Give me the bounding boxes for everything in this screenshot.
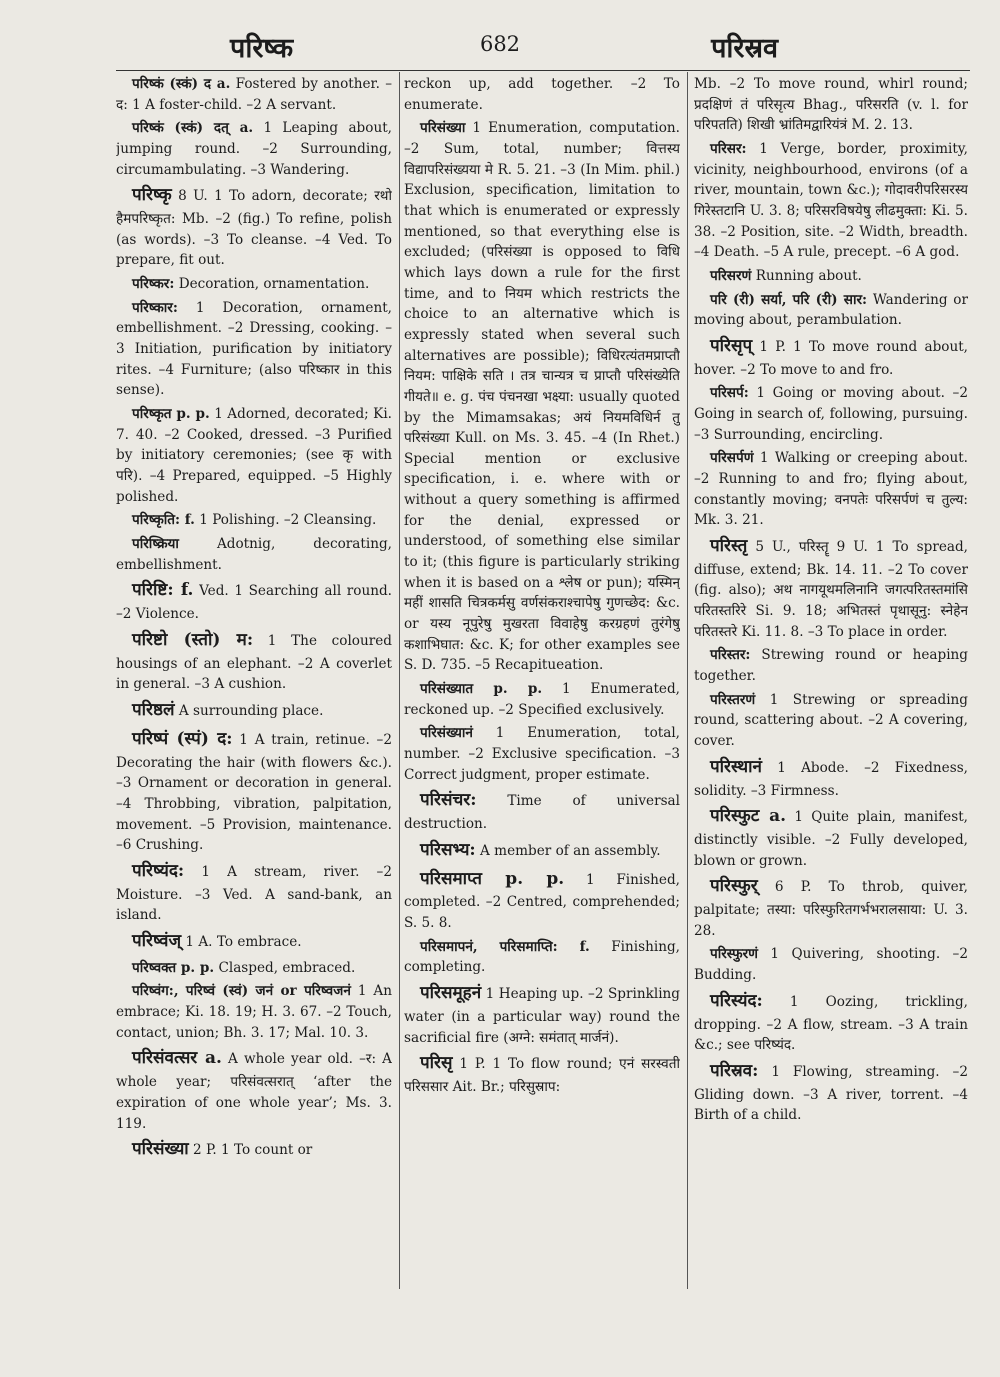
entry-definition: 6 P. To throb, quiver, palpitate; तस्या: परिस्फुरितगर्भभरालसाया: U. 3. 28. (694, 879, 968, 939)
dictionary-entry (694, 1059, 968, 1126)
entry-definition: reckon up, add together. –2 To enumerate. (404, 76, 680, 113)
entry-definition: 1 Finished, completed. –2 Centred, comprehended; S. 5. 8. (404, 871, 680, 932)
dictionary-entry (116, 510, 392, 531)
dictionary-entry (404, 788, 680, 834)
entry-definition: 1 P. 1 To flow round; एनं सरस्वती परिससार Ait. Br.; परिसुस्राप: (404, 1056, 680, 1096)
entry-headword: परिस्यंद: (710, 990, 763, 1011)
entry-headword: परिसर: (710, 140, 747, 157)
entry-headword: परिष्वंग:, परिष्वं (स्वं) जनं or परिष्वजनं (132, 983, 351, 1000)
entry-definition: 1 Polishing. –2 Cleansing. (199, 512, 377, 529)
column-divider (687, 72, 688, 1289)
entry-headword: परिस्तृ (710, 535, 748, 556)
entry-headword: परिसमाप्त p. p. (420, 868, 565, 889)
dictionary-entry (694, 139, 968, 263)
entry-headword: परिष्ठलं (132, 699, 175, 720)
dictionary-entry (694, 74, 968, 136)
dictionary-entry (116, 981, 392, 1043)
entry-definition: Running about. (755, 267, 862, 284)
entry-definition: Wandering or moving about, perambulation. (694, 291, 968, 329)
entry-definition: 1 Decoration, ornament, embellishment. –2 Dressing, cooking. –3 Initiation, purification by initiatory rites. –4 Furniture; (also परिष्कार in this sense). (116, 299, 392, 399)
entry-headword: परिसृप् (710, 335, 753, 356)
entry-definition: 1 Enumerated, reckoned up. –2 Specified exclusively. (404, 681, 680, 718)
entry-definition: A whole year old. –र: A whole year; परिसंवत्सरात् ‘after the expiration of one whole year’; Ms. 3. 119. (116, 1051, 392, 1132)
entry-definition: Fostered by another. –द: 1 A foster-child. –2 A servant. (116, 76, 392, 113)
entry-definition: Strewing round or heaping together. (694, 647, 968, 685)
dictionary-entry (694, 645, 968, 686)
dictionary-entry (404, 118, 680, 676)
entry-definition: 1 P. 1 To move round about, hover. –2 To move to and fro. (694, 338, 968, 378)
dictionary-entry (694, 690, 968, 752)
entry-headword: परिष्कं (स्कं) द a. (132, 76, 231, 92)
column-divider (399, 72, 400, 1289)
dictionary-entry (116, 1137, 392, 1163)
dictionary-entry (694, 448, 968, 531)
entry-definition: Clasped, embraced. (218, 959, 356, 976)
page-header (110, 28, 890, 68)
entry-definition: Decoration, ornamentation. (178, 276, 370, 293)
entry-definition: 1 A stream, river. –2 Moisture. –3 Ved. A sand-bank, an island. (116, 863, 392, 924)
entry-headword: परिसर्प: (710, 385, 749, 402)
dictionary-entry (404, 74, 680, 115)
entry-headword: परिसंख्या (420, 120, 466, 137)
page-number: 682 (479, 32, 521, 56)
dictionary-entry (116, 929, 392, 955)
dictionary-entry (116, 404, 392, 507)
dictionary-entry (116, 534, 392, 575)
entry-headword: परिष्क्रिया (132, 535, 179, 552)
dictionary-entry (116, 628, 392, 695)
dictionary-entry (404, 679, 680, 720)
dictionary-entry (694, 989, 968, 1056)
header-left-headword: परिष्क (230, 33, 294, 64)
entry-definition: 1 A. To embrace. (185, 933, 302, 950)
entry-headword: परिस्तर: (710, 647, 751, 664)
dictionary-entry (404, 1051, 680, 1097)
column-middle (404, 74, 680, 1293)
entry-definition: 1 An embrace; Ki. 18. 19; H. 3. 67. –2 Touch, contact, union; Bh. 3. 17; Mal. 10. 3. (116, 983, 392, 1041)
entry-definition: 1 Flowing, streaming. –2 Gliding down. –3 A river, torrent. –4 Birth of a child. (694, 1063, 968, 1124)
entry-definition: 5 U., परिस्तॄ 9 U. 1 To spread, diffuse, extend; Bk. 14. 11. –2 To cover (fig. also); अथ नागयूथमलिनानि जगत्परितस्तमांसि परितस्तरिरे Si. 9. 18; अभितस्तं पृथासूनु: स्नेहेन परितस्तरे Ki. 11. 8. –3 To place in order. (694, 538, 968, 640)
dictionary-entry (694, 334, 968, 380)
entry-headword: परिष्वंज् (132, 930, 182, 951)
entry-definition: 1 Going or moving about. –2 Going in search of, following, pursuing. –3 Surrounding, encircling. (694, 385, 968, 443)
dictionary-entry (116, 698, 392, 724)
entry-definition: Time of universal destruction. (404, 793, 680, 833)
dictionary-entry (116, 578, 392, 624)
entry-headword: परिसरणं (710, 267, 752, 284)
entry-headword: परिष्कर: (132, 276, 175, 293)
entry-headword: परिस्थानं (710, 756, 762, 777)
entry-definition: 1 Quite plain, manifest, distinctly visible. –2 Fully developed, blown or grown. (694, 809, 968, 869)
entry-definition: 1 A train, retinue. –2 Decorating the hair (with flowers &c.). –3 Ornament or decoration in general. –4 Throbbing, vibration, palpitation, movement. –5 Provision, maintenance. –6 Crushing. (116, 731, 392, 854)
dictionary-entry (116, 274, 392, 295)
dictionary-entry (116, 727, 392, 856)
entry-headword: परिष्टो (स्तो) म: (132, 629, 254, 650)
entry-headword: परिष्पं (स्पं) द: (132, 728, 233, 749)
entry-definition: 1 Quivering, shooting. –2 Budding. (694, 946, 968, 984)
entry-definition: 2 P. 1 To count or (193, 1142, 313, 1159)
dictionary-entry (116, 183, 392, 271)
entry-headword: परिष्कृत p. p. (132, 406, 210, 423)
dictionary-entry (694, 266, 968, 287)
entry-headword: परिसर्पणं (710, 450, 754, 467)
dictionary-entry (404, 937, 680, 978)
entry-definition: A member of an assembly. (480, 842, 661, 859)
entry-headword: परिसंख्यात p. p. (420, 681, 543, 698)
entry-headword: परिस्फुट a. (710, 806, 787, 827)
dictionary-entry (694, 944, 968, 985)
dictionary-entry (116, 958, 392, 979)
dictionary-entry (404, 838, 680, 864)
header-right-headword: परिस्रव (711, 33, 778, 64)
entry-definition: Ved. 1 Searching all round. –2 Violence. (116, 583, 392, 623)
entry-definition: 1 Verge, border, proximity, vicinity, neighbourhood, environs (of a river, mountain, town &c.); गोदावरीपरिसरस्य गिरेस्तटानि U. 3. 8; परिसरविषयेषु लीढमुक्ता: Ki. 5. 38. –2 Position, site. –2 Width, breadth. –4 Death. –5 A rule, precept. –6 A god. (694, 140, 968, 261)
dictionary-entry (404, 867, 680, 934)
dictionary-entry (404, 723, 680, 785)
entry-headword: परिष्कृति: f. (132, 512, 195, 529)
entry-headword: परिस्फुर् (710, 876, 758, 897)
entry-headword: परिष्कं (स्कं) दत् a. (132, 120, 254, 137)
entry-definition: A surrounding place. (178, 702, 324, 719)
entry-headword: परिसंख्या (132, 1139, 189, 1160)
entry-definition: 1 Enumeration, computation. –2 Sum, total, number; वित्तस्य विद्यापरिसंख्यया मे R. 5. 21. –3 (In Mim. phil.) Exclusion, specification, limitation to that which is enumerated or expressly mentioned, so that everything else is excluded; (परिसंख्या is opposed to विधि which lays down a rule for the first time, and to नियम which restricts the choice to an alternative which is expressly stated when several such alternatives are possible); विधिरत्यंतमप्राप्तौ नियम: पाक्षिके सति । तत्र चान्यत्र च प्राप्तौ परिसंख्येति गीयते॥ e. g. पंच पंचनखा भक्ष्या: usually quoted by the Mimamsakas; अयं नियमविधिर्न तु परिसंख्या Kull. on Ms. 3. 45. –4 (In Rhet.) Special mention or exclusive specification, i. e. where with or without a query something is affirmed for the denial, expressed or understood, of something else similar to it; (this figure is particularly striking when it is based on a श्लेष or pun); यस्मिन् महीं शासति चित्रकर्मसु वर्णसंकराश्चापेषु गुणच्छेद: &c. or यस्य नूपुरेषु मुखरता विवाहेषु करग्रहणं तुरंगेषु कशाभिघात: &c. K; for other examples see S. D. 735. –5 Recapitueation. (404, 120, 680, 674)
entry-headword: परिस्रव: (710, 1060, 759, 1081)
dictionary-entry (694, 804, 968, 871)
dictionary-entry (116, 118, 392, 180)
entry-headword: परिष्टि: f. (132, 580, 194, 601)
entry-definition: 1 Adorned, decorated; Ki. 7. 40. –2 Cooked, dressed. –3 Purified by initiatory ceremonies; (see कृ with परि). –4 Prepared, equipped. –5 Highly polished. (116, 406, 392, 505)
entry-definition: 1 Enumeration, total, number. –2 Exclusive specification. –3 Correct judgment, proper estimate. (404, 725, 680, 783)
entry-headword: परिस्तरणं (710, 691, 756, 708)
entry-headword: परिष्यंद: (132, 860, 185, 881)
column-right (694, 74, 968, 1293)
entry-definition: 1 Strewing or spreading round, scattering about. –2 A covering, cover. (694, 691, 968, 750)
dictionary-entry (116, 74, 392, 115)
entry-headword: परिसंवत्सर a. (132, 1048, 222, 1069)
entry-headword: परिस्फुरणं (710, 946, 758, 963)
dictionary-entry (694, 874, 968, 941)
entry-headword: परिष्वक्त p. p. (132, 959, 215, 976)
entry-headword: परिसमूहनं (420, 983, 482, 1004)
entry-headword: परिसमापनं, परिसमाप्ति: f. (420, 938, 590, 955)
dictionary-entry (404, 981, 680, 1048)
entry-definition: Finishing, completing. (404, 938, 680, 976)
entry-headword: परिष्कार: (132, 299, 178, 316)
dictionary-entry (694, 534, 968, 642)
entry-definition: 1 Walking or creeping about. –2 Running to and fro; flying about, constantly moving; वनपतेः परिसर्पणं च तुल्य: Mk. 3. 21. (694, 450, 968, 529)
entry-definition: 1 Heaping up. –2 Sprinkling water (in a particular way) round the sacrificial fire (अग्ने: समंतात् मार्जनं). (404, 986, 680, 1046)
dictionary-entry (694, 290, 968, 331)
entry-definition: Mb. –2 To move round, whirl round; प्रदक्षिणं तं परिसृत्य Bhag., परिसरति (v. l. for परिपतति) शिखी भ्रांतिमद्वारियंत्रं M. 2. 13. (694, 76, 968, 134)
header-rule (116, 70, 970, 71)
entry-definition: 8 U. 1 To adorn, decorate; रथो हैमपरिष्कृत: Mb. –2 (fig.) To refine, polish (as words). –3 To cleanse. –4 Ved. To prepare, fit out. (116, 188, 392, 269)
dictionary-entry (116, 859, 392, 926)
entry-headword: परिष्कृ (132, 185, 172, 206)
entry-definition: 1 Abode. –2 Fixedness, solidity. –3 Firmness. (694, 759, 968, 799)
entry-headword: परिसृ (420, 1053, 453, 1074)
entry-headword: परिसभ्य: (420, 839, 476, 860)
entry-headword: परिसंख्यानं (420, 725, 473, 742)
entry-definition: 1 Oozing, trickling, dropping. –2 A flow, stream. –3 A train &c.; see परिष्यंद. (694, 993, 968, 1054)
entry-headword: परि (री) सर्या, परि (री) सार: (710, 291, 868, 308)
dictionary-entry (116, 1046, 392, 1134)
entry-headword: परिसंचर: (420, 790, 477, 811)
entry-definition: 1 Leaping about, jumping round. –2 Surrounding, circumambulating. –3 Wandering. (116, 120, 392, 178)
dictionary-entry (694, 383, 968, 445)
entry-definition: 1 The coloured housings of an elephant. –2 A coverlet in general. –3 A cushion. (116, 632, 392, 693)
entry-definition: Adotnig, decorating, embellishment. (116, 535, 392, 573)
dictionary-entry (116, 298, 392, 401)
dictionary-entry (694, 755, 968, 801)
column-left (116, 74, 392, 1293)
